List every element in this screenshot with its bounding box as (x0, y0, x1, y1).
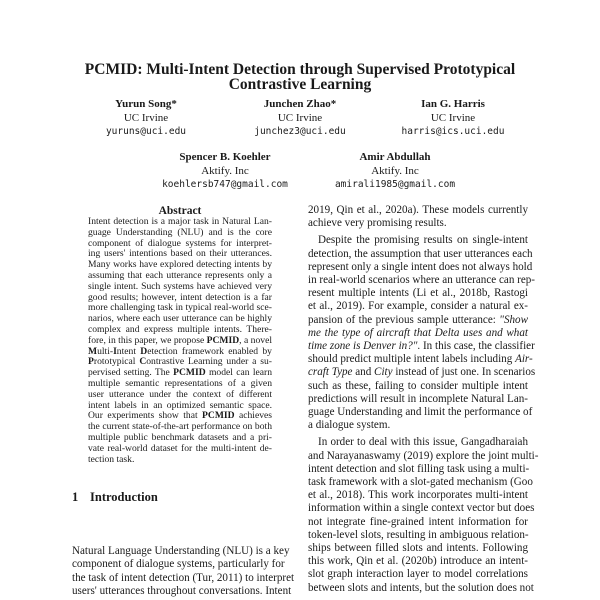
text-segment: multiple public benchmark datasets and a pri- (88, 432, 272, 443)
text-segment: detection, the assumption that user utterances each (308, 247, 533, 260)
text-line (318, 436, 528, 449)
text-segment: and Narayanaswamy (2019) explore the joint multi- (308, 449, 539, 462)
text-segment: not integrate fine-grained intent information for (308, 515, 528, 528)
text-segment: in real-world scenarios where an utterance can rep- (308, 274, 535, 286)
text-segment: "Show (499, 313, 528, 326)
author-email[interactable]: koehlersb747@gmail.com (162, 179, 288, 190)
author-name: Yurun Song* (115, 98, 177, 110)
text-line (88, 335, 272, 346)
text-line (308, 393, 528, 406)
text-segment: C (139, 356, 147, 368)
text-segment: ing users' intentions based on their utterances. (88, 248, 272, 260)
text-line (308, 476, 533, 489)
paper-title-line-2: Contrastive Learning (228, 76, 372, 93)
text-segment: me the type of aircraft that Delta uses and what (308, 326, 528, 339)
text-segment: more challenging task in typical real-world sce- (88, 302, 272, 314)
text-segment: task framework with a slot-gated mechanism (Goo (308, 476, 533, 488)
author-name: Spencer B. Koehler (179, 151, 271, 163)
text-segment: predictions will result in incomplete Natural Lan- (308, 392, 528, 405)
text-segment: ships between filled slots and intents. Following (308, 542, 528, 554)
text-segment: model can learn (205, 367, 272, 379)
text-segment: vate real-world dataset for the multi-intent de- (88, 442, 272, 454)
text-line (308, 274, 535, 287)
text-segment: a dialogue system. (308, 419, 391, 432)
text-line (308, 449, 539, 463)
author-name: Ian G. Harris (421, 98, 485, 110)
text-segment: good results; however, intent detection is a far (88, 291, 272, 303)
text-line (88, 238, 272, 249)
text-line (308, 380, 528, 393)
text-line (88, 421, 272, 432)
text-line (308, 463, 528, 476)
text-segment: should predict multiple intent labels including (308, 353, 516, 366)
text-segment: achieve very promising results. (308, 217, 447, 230)
text-line (88, 367, 272, 378)
text-segment: , a novel (239, 334, 272, 346)
author-name: Junchen Zhao* (263, 98, 337, 110)
text-line (88, 410, 272, 421)
text-segment: Natural Language Understanding (NLU) is a key (72, 545, 290, 557)
text-segment: P (88, 356, 94, 368)
text-segment: PCMID (206, 334, 240, 346)
text-segment: PCMID (202, 410, 235, 422)
text-segment: Our experiments show that (88, 410, 203, 422)
text-segment: In order to deal with this issue, Gangadharaiah (318, 436, 528, 449)
author (56, 97, 236, 139)
text-segment: multiple semantic representations of a given (88, 378, 272, 389)
author-name: Amir Abdullah (359, 151, 431, 163)
text-segment: Intent detection is a major task in Natural Lan- (88, 216, 272, 227)
text-line (308, 247, 533, 261)
author-email[interactable]: harris@ics.uci.edu (401, 126, 505, 137)
text-segment: 2019, Qin et al., 2020a). These models currently (308, 204, 528, 216)
text-line (88, 292, 272, 303)
author (363, 97, 543, 139)
text-segment: user utterance under the context of different (88, 388, 272, 400)
author-affiliation: Aktify. Inc (201, 165, 249, 177)
text-line (72, 585, 292, 598)
text-line (88, 389, 272, 400)
text-line (308, 327, 528, 340)
text-segment: complex and express multiple intents. There- (88, 324, 272, 335)
text-line (308, 581, 534, 595)
abstract-heading: Abstract (158, 205, 202, 217)
text-segment: intent detection and slot filling task using a multi- (308, 462, 530, 475)
text-line (72, 571, 295, 585)
text-segment: intent labels in an optimized semantic space. (88, 399, 272, 411)
text-segment: Many works have explored detecting intents by (88, 259, 272, 271)
text-segment: represent only a single intent does not always hold (308, 260, 533, 273)
text-segment: fore, in this paper, we propose (88, 334, 207, 346)
text-segment: pansion of the previous sample utterance: (308, 313, 500, 326)
author (300, 150, 490, 192)
text-segment: component of dialogue systems, particularly for (72, 558, 285, 571)
author-email[interactable]: amirali1985@gmail.com (334, 179, 456, 190)
text-segment: assuming that each utterance represents only a (88, 270, 272, 281)
text-segment: ntent (116, 345, 141, 357)
text-line (308, 406, 533, 419)
text-line (318, 234, 528, 247)
text-line (88, 443, 272, 454)
paper-title-line-1: PCMID: Multi-Intent Detection through Supervised Prototypical (84, 61, 516, 78)
text-line (308, 568, 528, 581)
text-segment: Air- (515, 353, 533, 366)
text-segment: between slots and intents, but the solution does not (308, 581, 534, 594)
text-segment: et al., 2018). This work incorporates multi-intent (308, 489, 528, 502)
text-line (88, 248, 272, 259)
author-affiliation: Aktify. Inc (371, 165, 419, 177)
section-heading-introduction: Introduction (90, 490, 158, 504)
text-segment: token-level slots, resulting in ambiguous relation- (308, 528, 529, 541)
text-line (308, 366, 536, 379)
text-segment: etection framework enabled by (147, 345, 272, 357)
text-segment: guage Understanding (NLU) and is the core (88, 226, 272, 238)
text-segment: such as these, failing to consider multiple intent (308, 379, 528, 392)
text-line (88, 356, 272, 367)
text-segment: guage Understanding and limit the performance of (308, 406, 533, 418)
text-line (88, 346, 272, 357)
text-line (88, 324, 272, 335)
text-line (308, 260, 533, 274)
text-line (88, 432, 272, 443)
text-segment: I (113, 345, 117, 357)
text-segment: time zone is Denver in?" (308, 340, 418, 352)
text-segment: narios, where each user utterance can be highly (88, 313, 272, 325)
text-line (88, 216, 272, 227)
text-line (72, 558, 285, 571)
author-affiliation: UC Irvine (277, 112, 323, 124)
author-affiliation: UC Irvine (123, 112, 169, 124)
text-segment: rototypical (93, 356, 140, 368)
text-line (308, 489, 528, 502)
text-segment: M (88, 345, 98, 357)
text-segment: City (374, 366, 393, 379)
text-line (308, 300, 528, 313)
text-segment: resent multiple intents (Li et al., 2018b, Rastogi (308, 287, 528, 300)
text-segment: pervised setting. The (88, 367, 174, 379)
text-line (308, 419, 528, 432)
text-segment: instead of just one. In scenarios (392, 366, 536, 379)
author-email[interactable]: yuruns@uci.edu (105, 126, 187, 137)
section-number: 1 (72, 490, 79, 504)
text-segment: single intent. Such systems have achieved very (88, 280, 272, 292)
text-line (308, 502, 535, 515)
text-line (88, 378, 272, 389)
text-segment: slot graph interaction layer to model correlations (308, 568, 528, 581)
text-segment: ulti- (97, 345, 114, 357)
text-segment: et al., 2019). For example, consider a natural ex- (308, 300, 528, 313)
text-segment: achieves (234, 410, 272, 422)
author-affiliation: UC Irvine (430, 112, 476, 124)
text-segment: the current state-of-the-art performance on both (88, 421, 272, 433)
text-line (88, 259, 272, 270)
text-line (88, 302, 272, 313)
text-line (88, 270, 272, 281)
text-segment: Despite the promising results on single-intent (318, 234, 528, 247)
text-line (88, 281, 272, 292)
author-email[interactable]: junchez3@uci.edu (254, 126, 346, 137)
text-line (308, 340, 535, 353)
text-segment: this work, Qin et al. (2020b) introduce an intent- (308, 555, 528, 568)
text-line (308, 204, 528, 217)
text-segment: information within a single context vector but does (308, 502, 535, 515)
text-segment: PCMID (173, 367, 206, 379)
text-line (88, 454, 272, 465)
text-line (308, 314, 528, 327)
text-line (308, 353, 533, 366)
text-line (72, 545, 290, 558)
text-segment: and (352, 366, 375, 379)
text-line (308, 555, 528, 568)
text-segment: tection task. (88, 453, 135, 465)
text-segment: craft Type (308, 366, 353, 379)
text-segment: component of dialogue systems for interpret- (88, 237, 272, 249)
text-line (308, 217, 528, 230)
text-segment: ontrastive Learning under a su- (146, 356, 272, 368)
text-line (88, 400, 272, 411)
text-segment: . In this case, the classifier (417, 340, 535, 352)
text-line (308, 287, 528, 300)
author (130, 150, 320, 192)
text-line (308, 529, 528, 542)
text-segment: users' utterances throughout conversations. Intent (72, 585, 292, 598)
text-line (308, 516, 528, 529)
text-segment: the task of intent detection (Tur, 2011) to interpret (72, 571, 295, 584)
text-line (88, 227, 272, 238)
text-segment: D (140, 345, 148, 357)
text-line (88, 313, 272, 324)
text-line (308, 542, 528, 555)
